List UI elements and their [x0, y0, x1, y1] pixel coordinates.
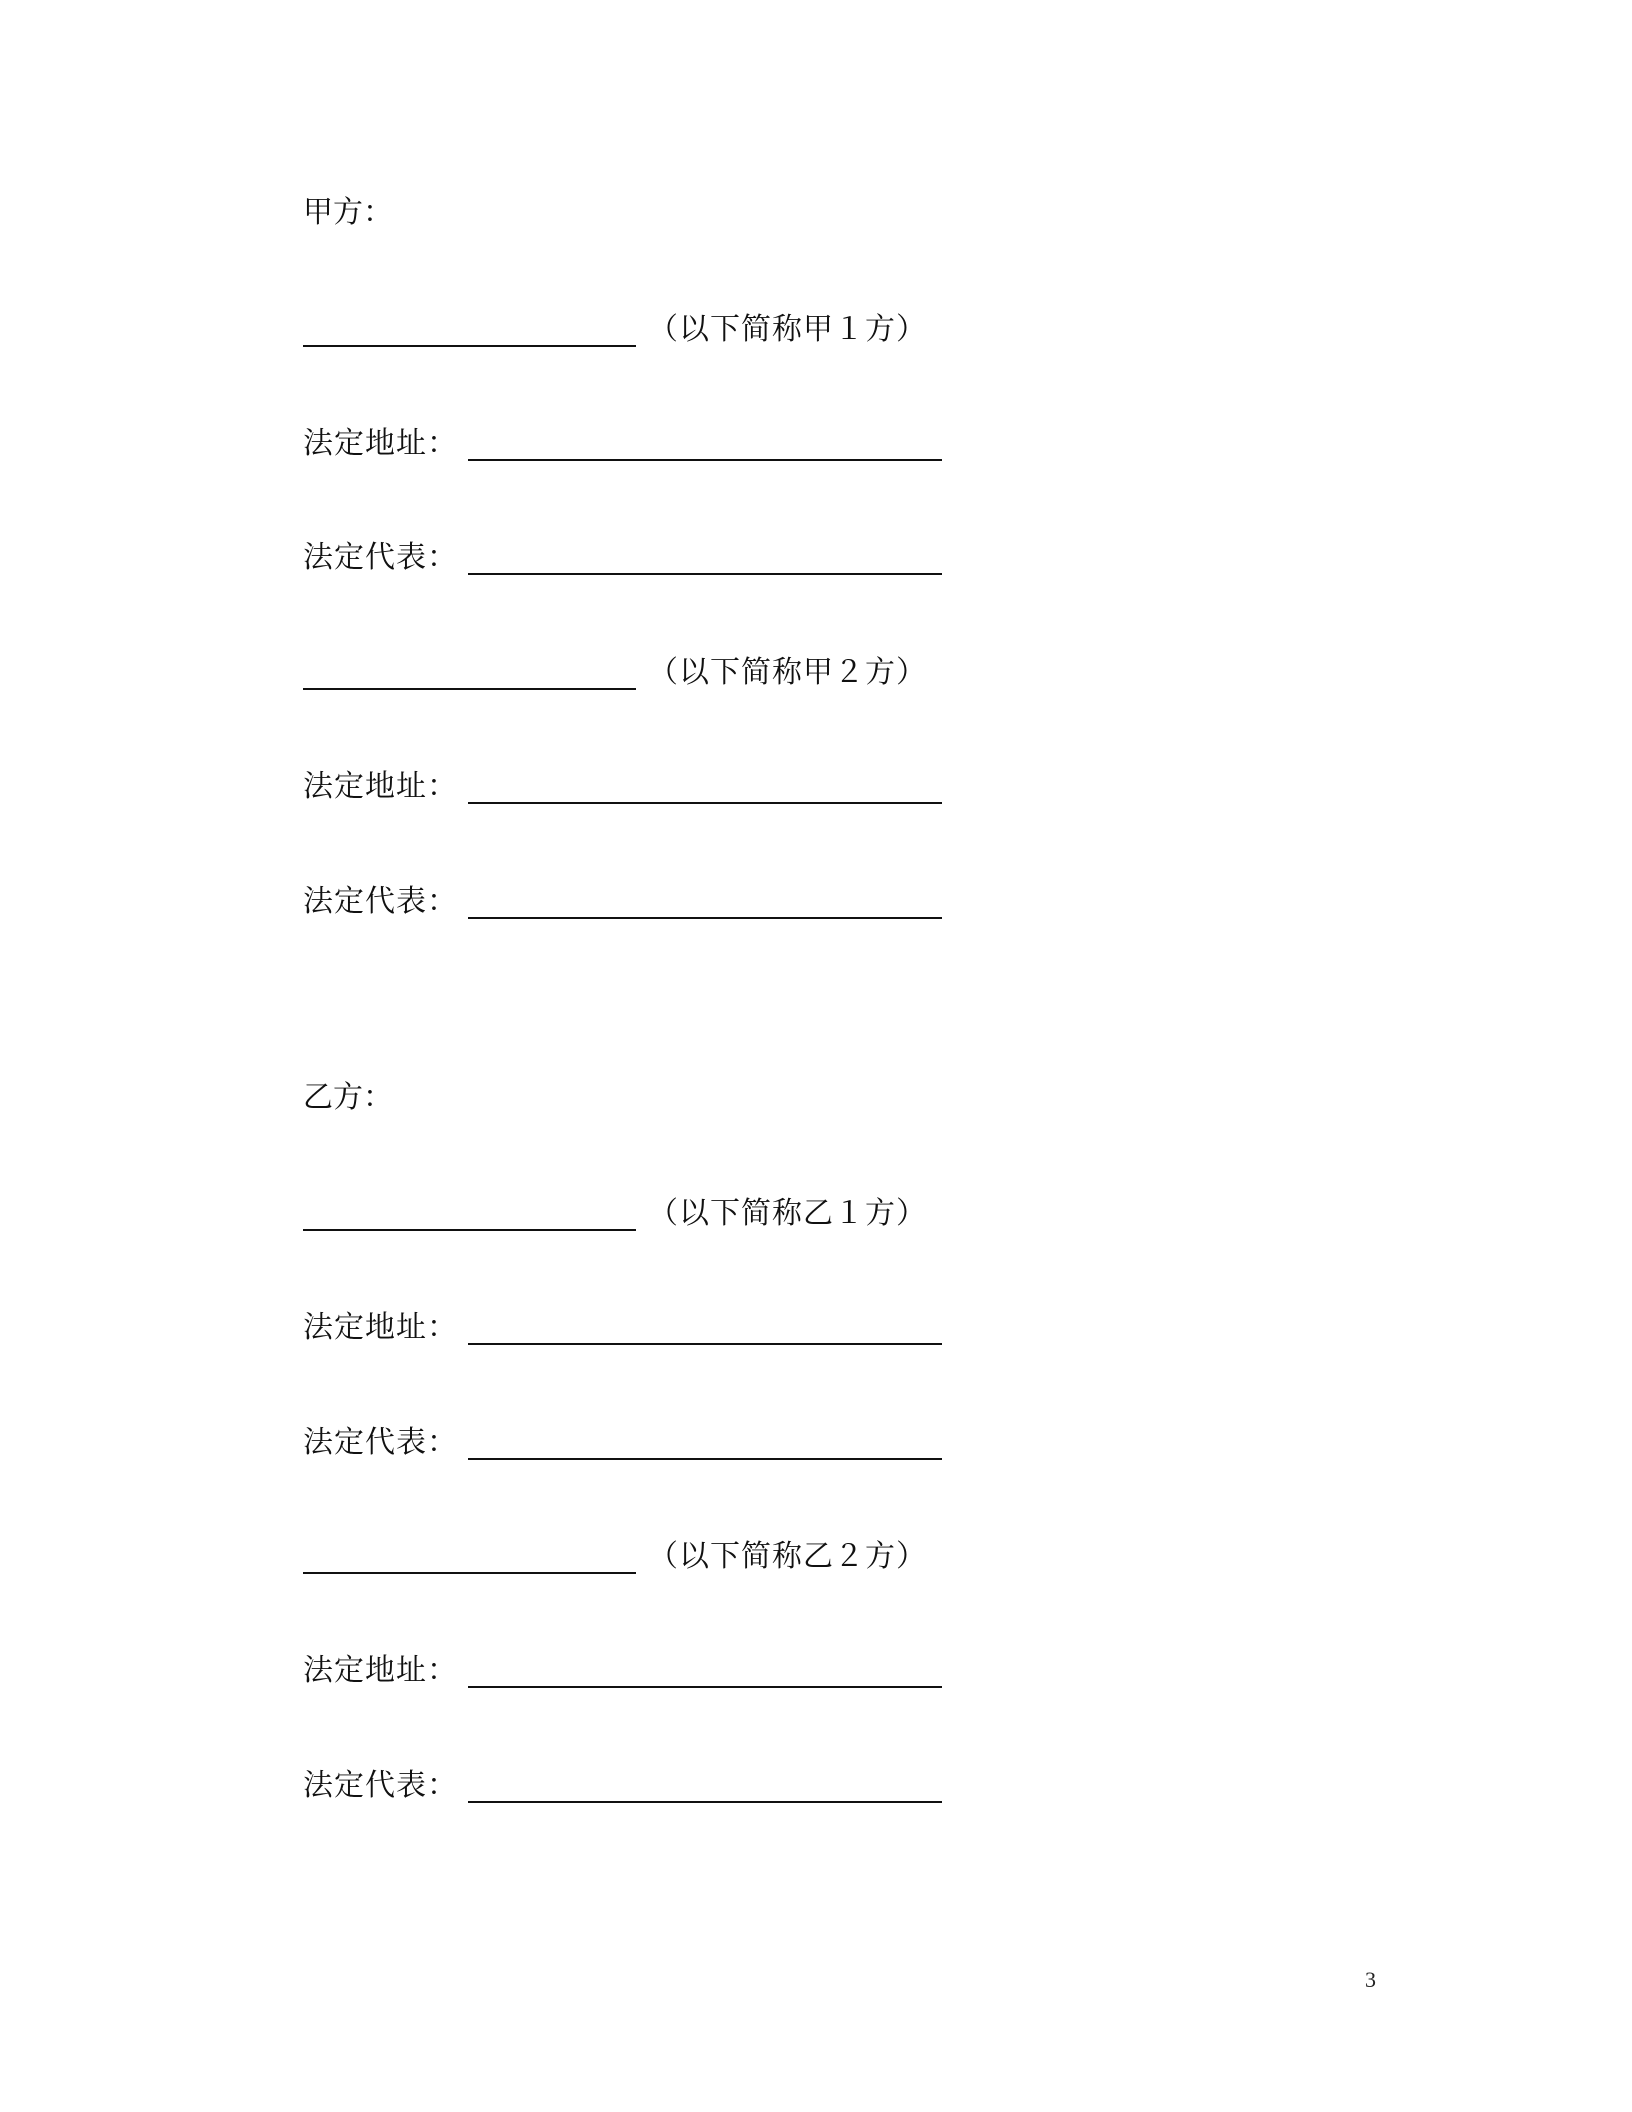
party-a2-name-blank[interactable]	[303, 688, 636, 690]
party-a1-address-row	[303, 426, 942, 462]
party-b2-representative-label: 法定代表：	[303, 1768, 458, 1803]
party-b1-representative-label: 法定代表：	[303, 1425, 458, 1460]
party-b1-address-label: 法定地址：	[303, 1310, 458, 1345]
party-a2-name-row	[303, 655, 927, 691]
party-b2-address-row	[303, 1653, 942, 1689]
party-a2-address-blank[interactable]	[468, 802, 942, 804]
party-b1-address-blank[interactable]	[468, 1343, 942, 1345]
party-b1-address-row	[303, 1310, 942, 1346]
party-b2-address-label: 法定地址：	[303, 1653, 458, 1688]
party-b1-representative-row	[303, 1425, 942, 1461]
page-number: 3	[1365, 1967, 1376, 1992]
party-a1-representative-label: 法定代表：	[303, 540, 458, 575]
party-b2-name-blank[interactable]	[303, 1572, 636, 1574]
party-a2-representative-blank[interactable]	[468, 917, 942, 919]
party-a1-representative-row	[303, 540, 942, 576]
party-a1-alias: （以下简称甲１方）	[648, 312, 927, 347]
party-b2-representative-row	[303, 1768, 942, 1804]
party-a2-representative-row	[303, 884, 942, 920]
party-a2-address-label: 法定地址：	[303, 769, 458, 804]
party-b1-name-blank[interactable]	[303, 1229, 636, 1231]
party-a-heading: 甲方：	[303, 195, 393, 230]
party-b2-representative-blank[interactable]	[468, 1801, 942, 1803]
party-b1-name-row	[303, 1196, 927, 1232]
party-a2-representative-label: 法定代表：	[303, 884, 458, 919]
party-a1-name-row	[303, 312, 927, 348]
party-b2-name-row	[303, 1539, 927, 1575]
party-b1-representative-blank[interactable]	[468, 1458, 942, 1460]
party-a1-name-blank[interactable]	[303, 345, 636, 347]
party-a1-representative-blank[interactable]	[468, 573, 942, 575]
party-a2-alias: （以下简称甲２方）	[648, 655, 927, 690]
party-b1-alias: （以下简称乙１方）	[648, 1196, 927, 1231]
party-b2-alias: （以下简称乙２方）	[648, 1539, 927, 1574]
party-b-heading: 乙方：	[303, 1080, 393, 1115]
party-b2-address-blank[interactable]	[468, 1686, 942, 1688]
party-a1-address-blank[interactable]	[468, 459, 942, 461]
party-a2-address-row	[303, 769, 942, 805]
party-a1-address-label: 法定地址：	[303, 426, 458, 461]
